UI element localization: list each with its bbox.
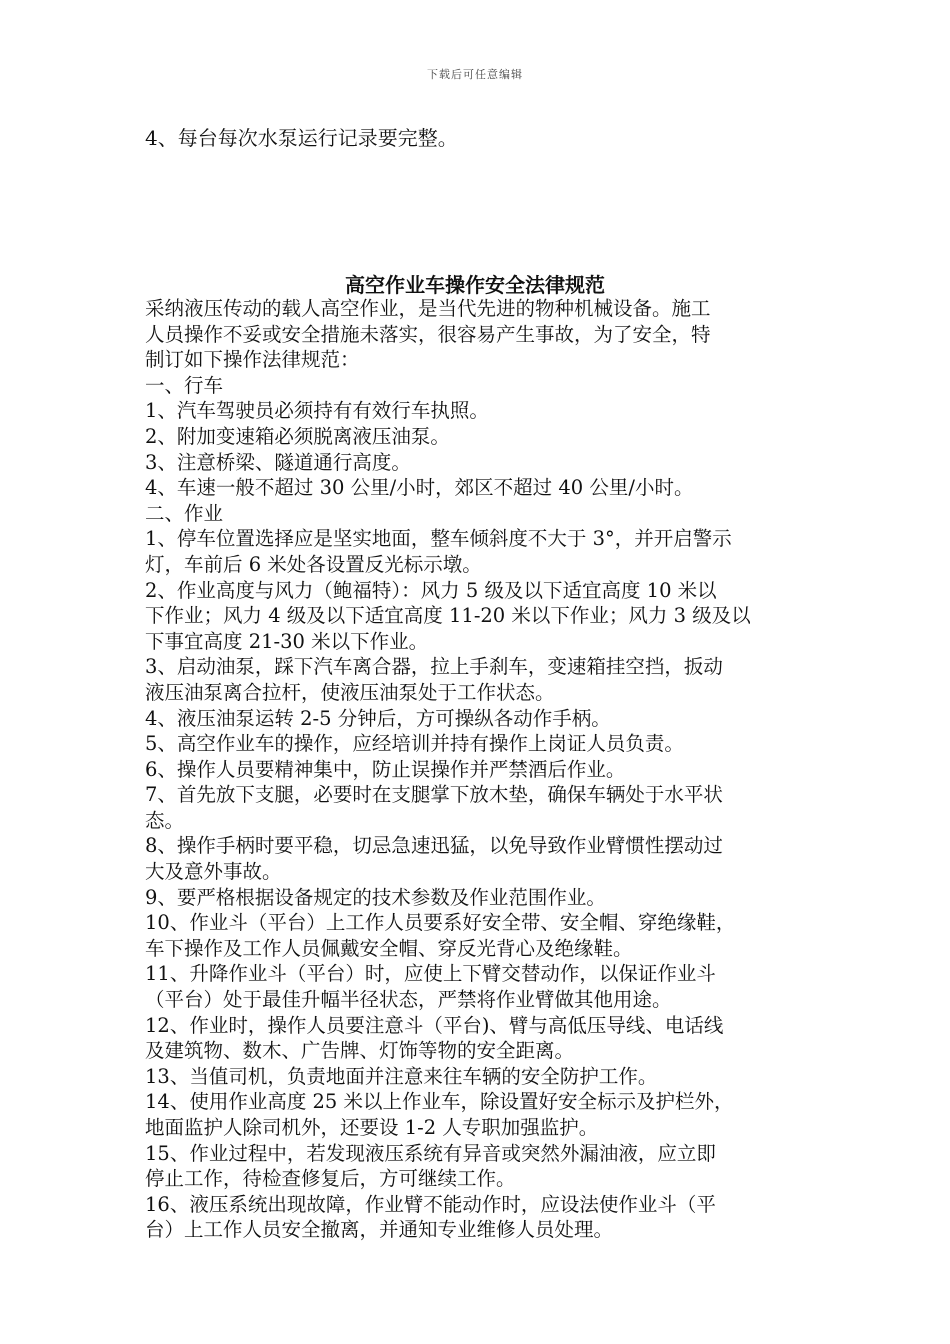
body-line: 13、当值司机，负责地面并注意来往车辆的安全防护工作。 [145,1064,658,1088]
body-line: 1、停车位置选择应是坚实地面，整车倾斜度不大于 3°，并开启警示 [145,527,732,551]
document-title: 高空作业车操作安全法律规范 [345,273,605,297]
body-line: （平台）处于最佳升幅半径状态，严禁将作业臂做其他用途。 [145,988,672,1012]
previous-section-line: 4、每台每次水泵运行记录要完整。 [145,126,458,150]
body-line: 2、附加变速箱必须脱离液压油泵。 [145,424,450,448]
body-line: 8、操作手柄时要平稳，切忌急速迅猛，以免导致作业臂惯性摆动过 [145,834,723,858]
body-line: 下事宜高度 21-30 米以下作业。 [145,629,429,653]
body-line: 地面监护人除司机外，还要设 1-2 人专职加强监护。 [145,1116,599,1139]
document-body [145,296,810,1243]
body-line: 停止工作，待检查修复后，方可继续工作。 [145,1167,516,1191]
body-line: 采纳液压传动的载人高空作业，是当代先进的物种机械设备。施工 [145,297,711,320]
body-line: 1、汽车驾驶员必须持有有效行车执照。 [145,399,489,423]
body-line: 台）上工作人员安全撤离，并通知专业维修人员处理。 [145,1218,614,1242]
header-note: 下载后可任意编辑 [427,68,523,81]
body-line: 14、使用作业高度 25 米以上作业车，除设置好安全标示及护栏外， [145,1090,734,1114]
body-line: 3、启动油泵，踩下汽车离合器，拉上手刹车，变速箱挂空挡，扳动 [145,655,723,679]
section-heading: 二、作业 [145,501,224,525]
body-line: 5、高空作业车的操作，应经培训并持有操作上岗证人员负责。 [145,732,684,756]
section-heading: 一、行车 [145,373,224,397]
body-line: 车下操作及工作人员佩戴安全帽、穿反光背心及绝缘鞋。 [145,936,633,960]
body-line: 15、作业过程中，若发现液压系统有异音或突然外漏油液，应立即 [145,1141,716,1165]
body-line: 6、操作人员要精神集中，防止误操作并严禁酒后作业。 [145,757,626,781]
body-line: 7、首先放下支腿，必要时在支腿掌下放木垫，确保车辆处于水平状 [145,783,723,807]
body-line: 9、要严格根据设备规定的技术参数及作业范围作业。 [145,885,606,909]
body-line: 3、注意桥梁、隧道通行高度。 [145,450,411,474]
body-line: 2、作业高度与风力（鲍福特）：风力 5 级及以下适宜高度 10 米以 [145,578,717,602]
body-line: 人员操作不妥或安全措施未落实，很容易产生事故，为了安全，特 [145,322,711,346]
body-line: 12、作业时，操作人员要注意斗（平台)、臂与高低压导线、电话线 [145,1013,724,1037]
body-line: 制订如下操作法律规范： [145,348,360,372]
body-line: 态。 [145,808,185,832]
body-line: 10、作业斗（平台）上工作人员要系好安全带、安全帽、穿绝缘鞋， [145,911,736,935]
body-line: 4、车速一般不超过 30 公里/小时，郊区不超过 40 公里/小时。 [145,476,694,500]
body-line: 及建筑物、数木、广告牌、灯饰等物的安全距离。 [145,1039,575,1063]
body-line: 11、升降作业斗（平台）时，应使上下臂交替动作，以保证作业斗 [145,962,716,986]
body-line: 下作业；风力 4 级及以下适宜高度 11-20 米以下作业；风力 3 级及以 [145,604,751,628]
body-line: 4、液压油泵运转 2-5 分钟后，方可操纵各动作手柄。 [145,706,611,730]
body-line: 液压油泵离合拉杆，使液压油泵处于工作状态。 [145,680,555,704]
body-line: 灯，车前后 6 米处各设置反光标示墩。 [145,552,482,576]
body-line: 大及意外事故。 [145,860,282,884]
body-line: 16、液压系统出现故障，作业臂不能动作时，应设法使作业斗（平 [145,1192,716,1216]
